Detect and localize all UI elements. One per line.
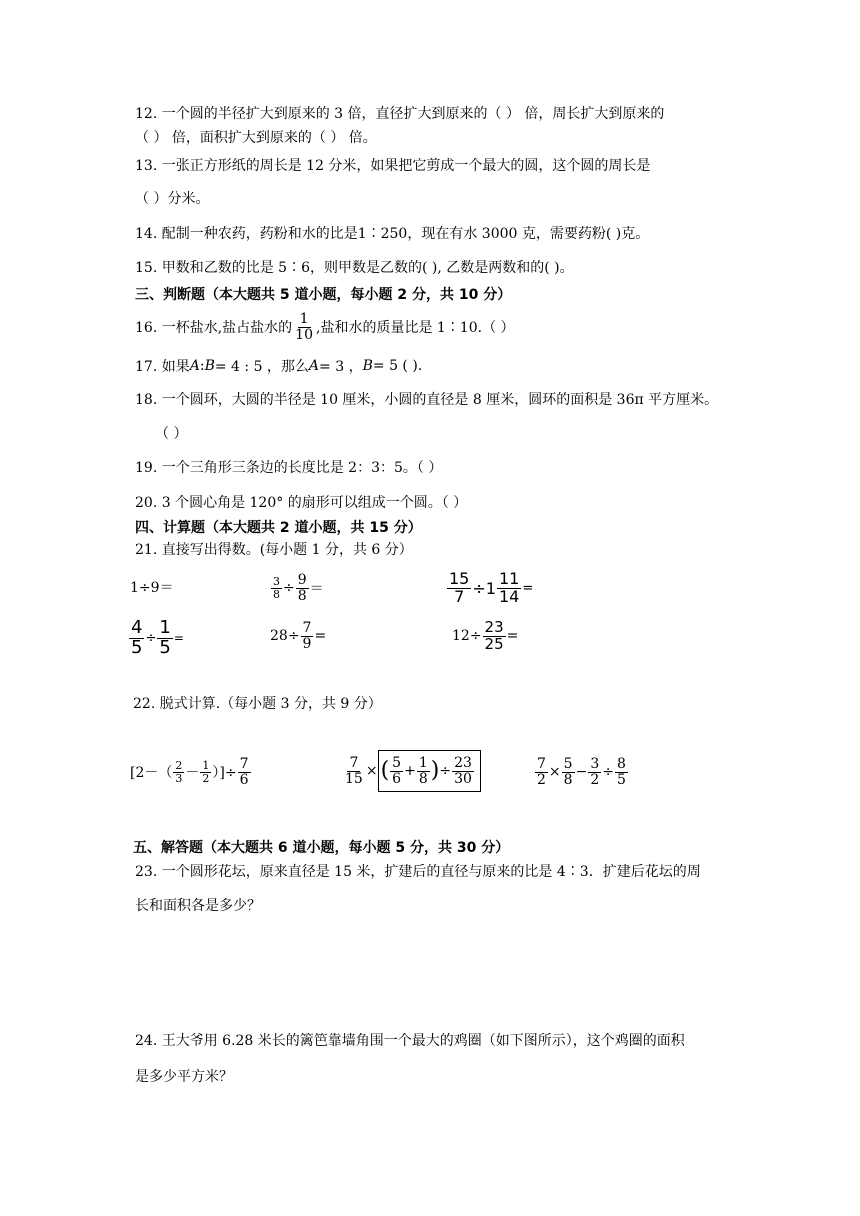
q21-e3-op: ÷1 — [472, 578, 496, 598]
num: 23 — [454, 754, 472, 771]
q12-line1: 12. 一个圆的半径扩大到原来的 3 倍，直径扩大到原来的（ ） 倍，周长扩大到原来的 — [135, 106, 665, 122]
q21-expr-6 — [452, 616, 518, 656]
q18-line1: 18. 一个圆环，大圆的半径是 10 厘米，小圆的直径是 8 厘米，圆环的面积是 36π 平方厘米。 — [135, 392, 719, 408]
section-4-heading: 四、计算题（本大题共 2 道小题，共 15 分） — [135, 520, 422, 536]
q16-fraction — [293, 312, 315, 342]
num: 23 — [484, 617, 504, 636]
q22-e3-div: ÷ — [602, 764, 614, 780]
den: 7 — [454, 586, 465, 606]
num: 4 — [131, 616, 143, 638]
den: 5 — [159, 636, 171, 658]
q17-ratio: = 4 : 5 ，那么 — [214, 359, 309, 375]
num: 7 — [349, 754, 359, 771]
q21-e3-frac1 — [447, 568, 471, 606]
q17-var-b: B — [204, 358, 215, 374]
q21-expr-1 — [130, 577, 174, 597]
q21-e4-eq: = — [173, 631, 184, 645]
num: 3 — [590, 755, 600, 772]
q12-line2: （ ） 倍，面积扩大到原来的（ ） 倍。 — [135, 130, 377, 146]
q22-e2-frac1 — [343, 756, 365, 786]
section-3-heading: 三、判断题（本大题共 5 道小题，每小题 2 分，共 10 分） — [135, 287, 512, 303]
q22-expr-1 — [130, 752, 252, 792]
q22-e3-frac4 — [615, 757, 628, 787]
q22-e3-minus: − — [575, 764, 588, 780]
q21-expr-5 — [270, 616, 326, 656]
q16 — [135, 308, 515, 346]
q24-line2: 是多少平方米？ — [135, 1069, 233, 1085]
q23-line1: 23. 一个圆形花坛，原来直径是 15 米，扩建后的直径与原来的比是 4∶3．扩建后花坛的周 — [135, 864, 701, 880]
q21-e5-pre: 28÷ — [270, 628, 300, 644]
q21-e2-frac2 — [296, 573, 309, 603]
den: 2 — [202, 771, 210, 785]
q22-e2-frac4 — [452, 756, 474, 786]
den: 25 — [484, 634, 504, 653]
q22-expr-2 — [342, 745, 481, 797]
q21-e3-frac2 — [497, 568, 521, 606]
q17 — [135, 356, 422, 376]
q21-e1-text: 1÷9＝ — [130, 580, 174, 596]
den: 8 — [418, 770, 428, 787]
q20: 20. 3 个圆心角是 120° 的扇形可以组成一个圆。（ ） — [135, 495, 468, 511]
q18-line2: （ ） — [155, 426, 188, 442]
q22-e2-open-paren: ( — [380, 758, 390, 783]
den: 8 — [273, 587, 280, 601]
den: 3 — [175, 771, 183, 785]
q17-var-a: A — [189, 358, 200, 374]
q22-expr-3 — [534, 752, 629, 792]
q14: 14. 配制一种农药，药粉和水的比是1∶250，现在有水 3000 克，需要药粉( )克。 — [135, 226, 650, 242]
q22-e2-close-paren: ) — [430, 758, 440, 783]
q17-var-b2: B — [362, 358, 373, 374]
q22-e1-mid: ）]÷ — [212, 765, 237, 781]
num: 1 — [202, 758, 210, 772]
q22-e3-times: × — [548, 764, 561, 780]
q21-e5-eq: = — [314, 628, 327, 644]
den: 9 — [302, 635, 312, 652]
den: 8 — [563, 771, 573, 788]
q13-line2: （ ）分米。 — [135, 191, 210, 207]
q22-e2-plus: + — [404, 763, 416, 779]
q21-e4-op: ÷ — [145, 630, 157, 646]
q21-e6-frac — [483, 617, 506, 653]
q17-var-a2: A — [308, 358, 320, 374]
q21-e2-frac1 — [271, 576, 282, 600]
den: 30 — [454, 770, 472, 787]
q21-expr-4 — [128, 616, 184, 660]
q17-post: = 5 ( ). — [372, 358, 423, 374]
q22-e2-square-bracket — [378, 750, 477, 792]
q22-e3-frac2 — [562, 757, 575, 787]
q22-e1-frac3 — [238, 757, 251, 787]
q19: 19. 一个三角形三条边的长度比是 2：3：5。（ ） — [135, 460, 443, 476]
num: 11 — [498, 568, 520, 588]
den: 15 — [345, 770, 363, 787]
q22-e1-frac2 — [200, 760, 211, 784]
num: 5 — [392, 754, 402, 771]
q24-line1: 24. 王大爷用 6.28 米长的篱笆靠墙角围一个最大的鸡圈（如下图所示），这个鸡圈的面积 — [135, 1033, 685, 1049]
q22-e2-frac3 — [417, 756, 430, 786]
num: 1 — [159, 616, 171, 638]
q21-e4-frac2 — [157, 616, 172, 658]
q21-e6-eq: = — [506, 628, 519, 644]
num: 7 — [239, 755, 249, 772]
den: 5 — [131, 636, 143, 658]
q17-colon: : — [199, 358, 205, 374]
den: 6 — [239, 771, 249, 788]
num: 5 — [563, 755, 573, 772]
q21-e5-frac — [301, 621, 314, 651]
num: 3 — [273, 574, 280, 588]
den: 14 — [498, 586, 520, 606]
num: 9 — [297, 571, 307, 588]
num: 7 — [537, 755, 546, 772]
q13-line1: 13. 一张正方形纸的周长是 12 分米，如果把它剪成一个最大的圆，这个圆的周长是 — [135, 158, 651, 174]
q21-e2-op: ÷ — [283, 580, 295, 596]
num: 15 — [449, 568, 470, 588]
q22-e1-minus: － — [185, 765, 200, 781]
q22-e2-div: ÷ — [439, 763, 452, 779]
den: 5 — [616, 771, 626, 788]
num: 2 — [175, 758, 183, 772]
den: 6 — [392, 770, 402, 787]
num: 8 — [616, 755, 626, 772]
q21-expr-3 — [446, 568, 533, 608]
den: 2 — [590, 771, 600, 788]
q21-e2-eq: ＝ — [309, 581, 324, 597]
q16-post: ,盐和水的质量比是 1∶10.（ ） — [316, 320, 515, 336]
q16-fraction-den: 10 — [295, 326, 313, 343]
q15: 15. 甲数和乙数的比是 5∶6，则甲数是乙数的( ), 乙数是两数和的( )。 — [135, 260, 574, 276]
q22-e2-frac2 — [390, 756, 403, 786]
section-5-heading: 五、解答题（本大题共 6 道小题，每小题 5 分，共 30 分） — [133, 840, 510, 856]
q22-e1-pre: [2－（ — [130, 765, 173, 781]
q21-e3-eq: = — [522, 580, 534, 596]
q22-e1-frac1 — [173, 760, 184, 784]
q21-e4-frac1 — [129, 616, 144, 658]
q16-pre: 16. 一杯盐水,盐占盐水的 — [135, 320, 293, 336]
q21-expr-2 — [270, 570, 324, 606]
q22-e2-times: × — [365, 763, 378, 779]
q21-title: 21. 直接写出得数。(每小题 1 分，共 6 分） — [135, 542, 413, 558]
q17-eq-a: = 3 ， — [319, 359, 363, 375]
q22-title: 22. 脱式计算.（每小题 3 分，共 9 分） — [133, 696, 382, 712]
q22-e3-frac1 — [535, 757, 548, 787]
q23-line2: 长和面积各是多少？ — [135, 898, 261, 914]
den: 2 — [537, 771, 546, 788]
den: 8 — [297, 587, 307, 604]
q22-e3-frac3 — [588, 757, 601, 787]
num: 1 — [418, 754, 428, 771]
q17-pre: 17. 如果 — [135, 359, 190, 375]
q22-e2-close-bracket — [477, 750, 481, 792]
q16-fraction-num: 1 — [299, 310, 309, 327]
num: 7 — [302, 619, 312, 636]
q21-e6-pre: 12÷ — [452, 628, 482, 644]
